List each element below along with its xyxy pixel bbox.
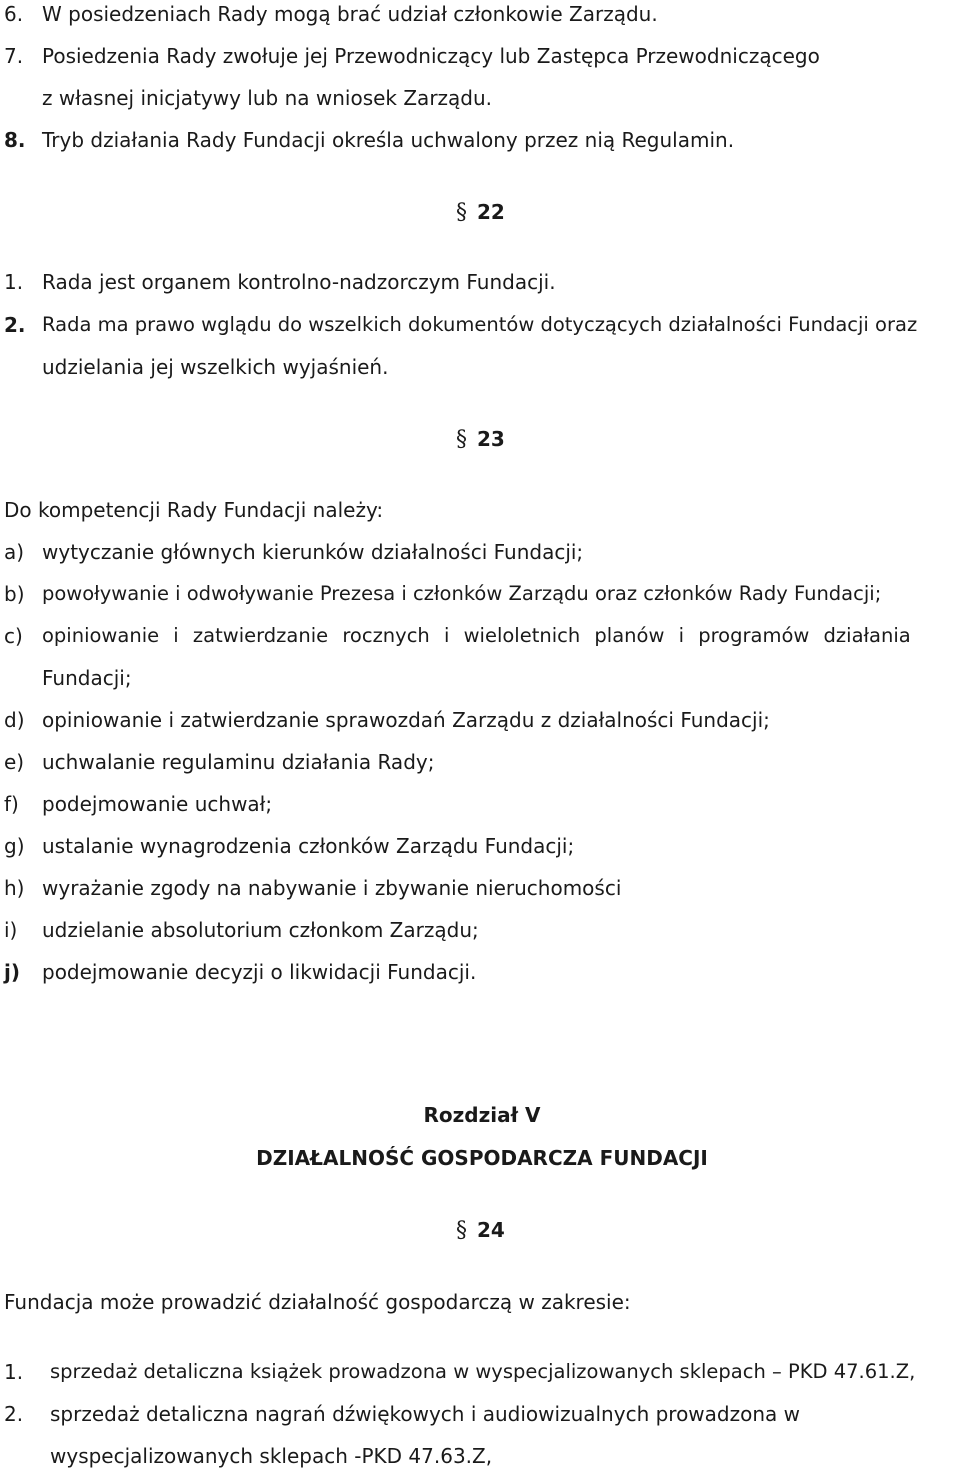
- item-number: 1.: [4, 270, 24, 294]
- item-text: opiniowanie i zatwierdzanie rocznych i wieloletnich planów i programów działania: [42, 624, 911, 647]
- item-label: e): [4, 750, 25, 774]
- item-number: 1.: [4, 1360, 24, 1384]
- chapter-subtitle: DZIAŁALNOŚĆ GOSPODARCZA FUNDACJI: [256, 1146, 708, 1170]
- item-text: podejmowanie uchwał;: [42, 792, 273, 816]
- item-text: Posiedzenia Rady zwołuje jej Przewodniczący lub Zastępca Przewodniczącego: [42, 44, 820, 68]
- section-symbol: §: [456, 200, 467, 225]
- section-number: 24: [477, 1218, 505, 1242]
- section-number: 22: [477, 200, 505, 224]
- item-text: sprzedaż detaliczna książek prowadzona w wyspecjalizowanych sklepach – PKD 47.61.Z,: [50, 1360, 916, 1383]
- item-text: udzielanie absolutorium członkom Zarządu;: [42, 918, 479, 942]
- item-label: b): [4, 582, 25, 606]
- item-text: opiniowanie i zatwierdzanie sprawozdań Zarządu z działalności Fundacji;: [42, 708, 770, 732]
- item-text: wytyczanie głównych kierunków działalności Fundacji;: [42, 540, 584, 564]
- item-text: W posiedzeniach Rady mogą brać udział członkowie Zarządu.: [42, 2, 658, 26]
- item-text: wyrażanie zgody na nabywanie i zbywanie nieruchomości: [42, 876, 622, 900]
- item-text-continuation: z własnej inicjatywy lub na wniosek Zarządu.: [42, 86, 493, 110]
- item-text: sprzedaż detaliczna nagrań dźwiękowych i audiowizualnych prowadzona w: [50, 1402, 800, 1426]
- section-number: 23: [477, 427, 505, 451]
- item-number: 6.: [4, 2, 24, 26]
- item-number: 8.: [4, 128, 26, 152]
- s23-intro: Do kompetencji Rady Fundacji należy:: [4, 498, 384, 522]
- s24-intro: Fundacja może prowadzić działalność gospodarczą w zakresie:: [4, 1290, 631, 1314]
- item-text-continuation: udzielania jej wszelkich wyjaśnień.: [42, 355, 389, 379]
- item-label: h): [4, 876, 25, 900]
- item-text: powoływanie i odwoływanie Prezesa i członków Zarządu oraz członków Rady Fundacji;: [42, 582, 882, 605]
- item-label: d): [4, 708, 25, 732]
- item-label: i): [4, 918, 18, 942]
- section-symbol: §: [456, 427, 467, 452]
- item-label: g): [4, 834, 25, 858]
- item-label: j): [4, 960, 20, 984]
- item-text-continuation: wyspecjalizowanych sklepach -PKD 47.63.Z,: [50, 1444, 493, 1468]
- section-heading-24: [456, 1216, 505, 1245]
- item-number: 7.: [4, 44, 24, 68]
- item-text: Rada ma prawo wglądu do wszelkich dokumentów dotyczących działalności Fundacji oraz: [42, 313, 918, 336]
- item-text: podejmowanie decyzji o likwidacji Fundacji.: [42, 960, 477, 984]
- item-text: uchwalanie regulaminu działania Rady;: [42, 750, 435, 774]
- section-symbol: §: [456, 1218, 467, 1243]
- section-heading-23: [456, 425, 505, 454]
- item-text-continuation: Fundacji;: [42, 666, 132, 690]
- item-label: f): [4, 792, 19, 816]
- item-text: Rada jest organem kontrolno-nadzorczym Fundacji.: [42, 270, 556, 294]
- item-text: Tryb działania Rady Fundacji określa uchwalony przez nią Regulamin.: [42, 128, 735, 152]
- section-heading-22: [456, 198, 505, 227]
- item-label: a): [4, 540, 25, 564]
- item-number: 2.: [4, 1402, 24, 1426]
- item-text: ustalanie wynagrodzenia członków Zarządu Fundacji;: [42, 834, 575, 858]
- item-number: 2.: [4, 313, 26, 337]
- item-label: c): [4, 624, 23, 648]
- item-text-justified: [42, 44, 960, 68]
- chapter-title: Rozdział V: [423, 1103, 541, 1127]
